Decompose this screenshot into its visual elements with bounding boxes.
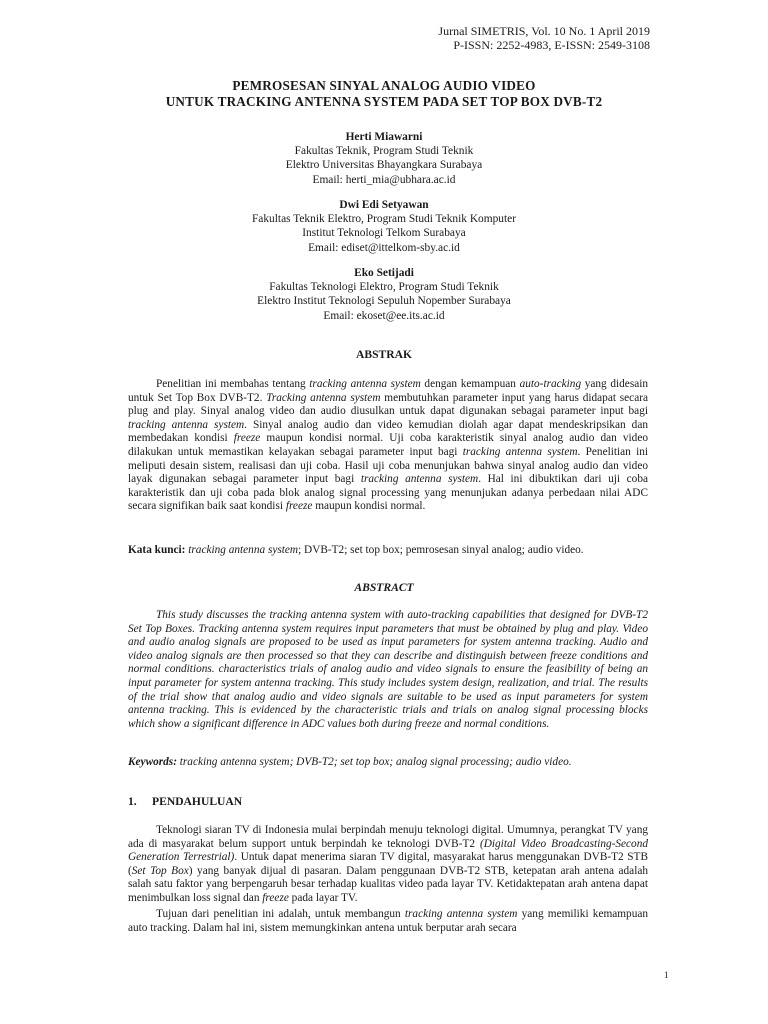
- text-run: Teknologi siaran TV di Indonesia mulai berpindah menuju teknologi digital. Umumnya, perangkat TV yang ada di masyarakat belum support untuk berpindah ke teknologi DVB-T2: [128, 824, 648, 850]
- keywords: [128, 756, 648, 770]
- text-run: tracking antenna system: [404, 908, 518, 920]
- text-run: Set Top Box: [131, 864, 189, 877]
- text-run: maupun kondisi normal. Uji coba karakteristik sinyal analog audio dan video dilakukan untuk memastikan kelayakan sebagai parameter input bagi: [128, 432, 648, 458]
- text-run: membutuhkan parameter input yang harus didapat secara plug and play. Sinyal analog video dan audio diusulkan untuk dapat digunakan sebagai parameter input bagi: [128, 391, 648, 418]
- text-run: maupun kondisi normal.: [312, 500, 426, 513]
- author-affiliation: Elektro Universitas Bhayangkara Surabaya: [285, 159, 483, 172]
- text-run: yang memiliki kemampuan auto tracking. Dalam hal ini, sistem memungkinkan antena untuk berputar arah secara: [128, 908, 649, 934]
- title-line-2: UNTUK TRACKING ANTENNA SYSTEM PADA SET TOP BOX DVB-T2: [165, 94, 603, 109]
- section-paragraph: [128, 824, 648, 906]
- text-run: tracking antenna system: [185, 544, 299, 556]
- author-affiliation: Fakultas Teknik Elektro, Program Studi Teknik Komputer: [251, 213, 517, 226]
- author-email: Email: ediset@ittelkom-sby.ac.id: [308, 241, 460, 254]
- author-name: Dwi Edi Setyawan: [339, 199, 429, 211]
- text-run: tracking antenna system: [309, 378, 421, 390]
- section-title: PENDAHULUAN: [152, 795, 243, 808]
- author-email: Email: ekoset@ee.its.ac.id: [323, 309, 445, 322]
- journal-info: Jurnal SIMETRIS, Vol. 10 No. 1 April 2019: [438, 24, 650, 38]
- text-run: tracking antenna system: [360, 473, 479, 486]
- text-run: Penelitian ini membahas tentang: [156, 378, 310, 390]
- author-affiliation: Institut Teknologi Telkom Surabaya: [302, 227, 466, 240]
- section-paragraph: [128, 908, 648, 935]
- author-affiliation: Fakultas Teknik, Program Studi Teknik: [294, 145, 474, 158]
- author-block: [0, 266, 768, 323]
- author-block: [0, 130, 768, 187]
- author-block: [0, 198, 768, 255]
- author-name: Herti Miawarni: [345, 131, 423, 143]
- title-line-1: PEMROSESAN SINYAL ANALOG AUDIO VIDEO: [232, 78, 536, 93]
- text-run: . Untuk dapat menerima siaran TV digital, masyarakat harus menggunakan DVB-T2 STB (: [128, 851, 648, 877]
- text-run: freeze: [233, 432, 261, 445]
- journal-header: [438, 24, 650, 52]
- kata-kunci: [128, 544, 648, 558]
- abstract-body: This study discusses the tracking antenna system with auto-tracking capabilities that designed for DVB-T2 Set Top Boxes. Tracking antenna system requires input parameters that must be obtained by plug and play. Video and audio analog signals are proposed to be used as input parameters for system antenna tracking. Audio and video analog signals are then processed so that they can describe and distinguish between freeze conditions and normal conditions. characteristics trials of analog audio and video signals to ensure the feasibility of being an input parameter for system antenna tracking. This study includes system design, realization, and trial. The results of the trial show that analog audio and video signals are suitable to be used as input parameters for system antenna tracking. This is evidenced by the characteristic trials and trials on analog signal processing blocks which show a significant difference in ADC values both during freeze and normal conditions.: [128, 609, 648, 730]
- text-run: ) yang banyak dijual di pasaran. Dalam penggunaan DVB-T2 STB, ketepatan arah antena adalah salah satu faktor yang berpengaruh besar terhadap kualitas video pada layar TV. Ketidaktepatan arah antena dapat menimbulkan loss signal dan: [128, 864, 648, 904]
- abstrak-body: [128, 378, 648, 514]
- abstract-heading: ABSTRACT: [354, 581, 414, 594]
- author-affiliation: Fakultas Teknologi Elektro, Program Studi Teknik: [269, 281, 499, 294]
- text-run: dengan kemampuan: [420, 378, 520, 390]
- text-run: tracking antenna system: [462, 445, 578, 458]
- section-heading: [128, 795, 242, 808]
- keywords-label: Keywords:: [128, 756, 177, 768]
- text-run: pada layar TV.: [288, 891, 358, 904]
- page-number: 1: [664, 970, 669, 980]
- text-run: Tujuan dari penelitian ini adalah, untuk membangun: [156, 908, 405, 920]
- text-run: (Digital Video Broadcasting-Second Generation Terrestrial): [128, 837, 648, 864]
- text-run: . Sinyal analog audio dan video kemudian diolah agar dapat mendeskripsikan dan membedakan kondisi: [128, 418, 648, 445]
- text-run: Tracking antenna system: [266, 391, 381, 404]
- text-run: ; DVB-T2; set top box; pemrosesan sinyal analog; audio video.: [298, 544, 584, 556]
- author-affiliation: Elektro Institut Teknologi Sepuluh Nopember Surabaya: [257, 295, 511, 308]
- text-run: freeze: [262, 891, 289, 904]
- issn-info: P-ISSN: 2252-4983, E-ISSN: 2549-3108: [453, 38, 650, 52]
- author-email: Email: herti_mia@ubhara.ac.id: [312, 173, 456, 186]
- text-run: . Penelitian ini meliputi desain sistem, realisasi dan uji coba. Hasil uji coba menunjukan bahwa sinyal analog audio dan video layak digunakan sebagai parameter input bagi: [128, 445, 649, 486]
- author-name: Eko Setijadi: [354, 267, 414, 279]
- text-run: tracking antenna system; DVB-T2; set top box; analog signal processing; audio video.: [176, 756, 572, 768]
- text-run: . Hal ini dibuktikan dari uji coba karakteristik dan uji coba pada blok analog signal processing yang menunjukan adanya perbedaan nilai ADC secara signifikan baik saat kondisi: [128, 473, 648, 513]
- kata-kunci-label: Kata kunci:: [128, 544, 186, 556]
- paper-title: [0, 78, 768, 110]
- text-run: freeze: [285, 500, 313, 513]
- text-run: yang didesain untuk Set Top Box DVB-T2.: [128, 378, 649, 404]
- abstrak-heading: ABSTRAK: [355, 348, 413, 361]
- text-run: auto-tracking: [519, 378, 582, 390]
- section-number: 1.: [128, 795, 137, 808]
- text-run: tracking antenna system: [128, 418, 245, 431]
